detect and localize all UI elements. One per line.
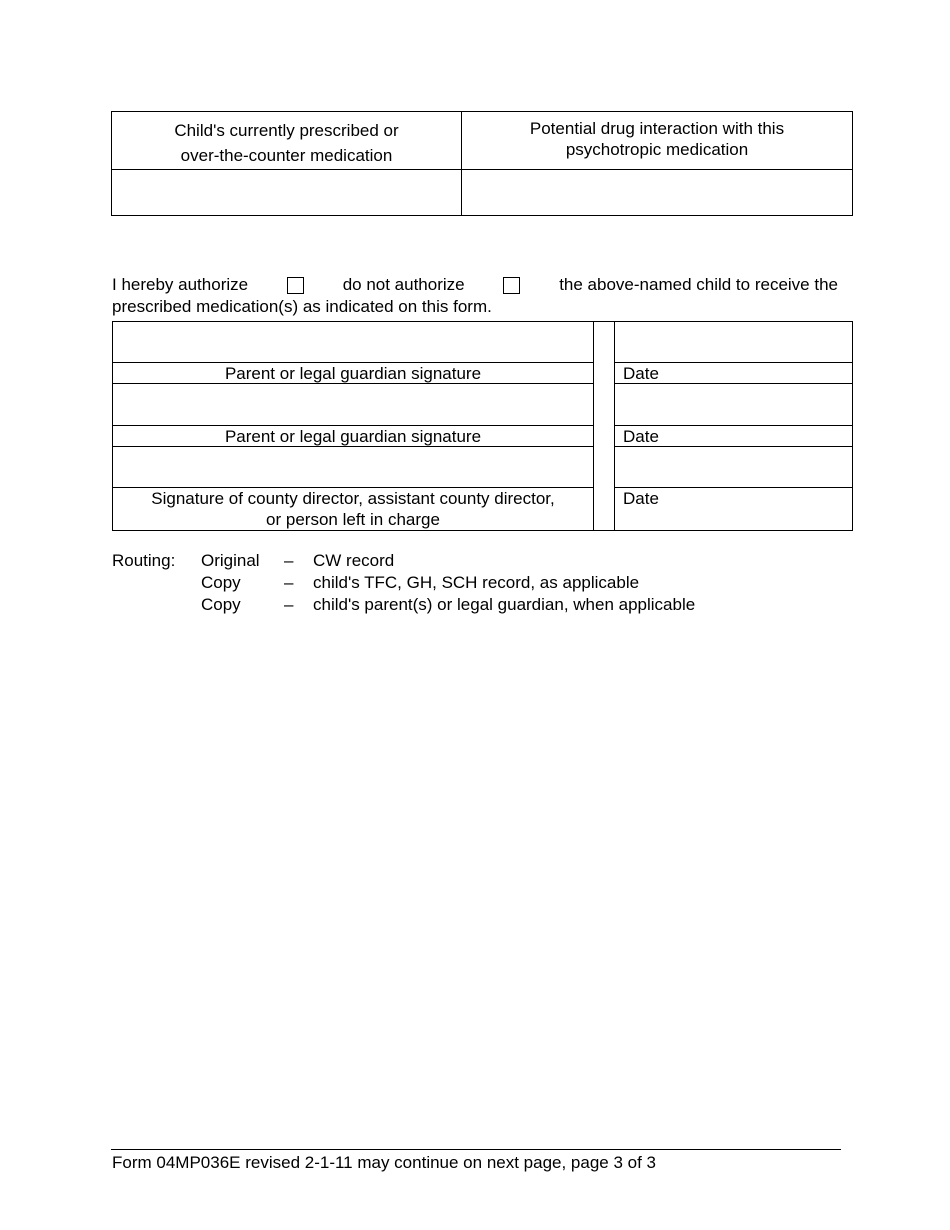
signature-table	[112, 321, 853, 531]
authorize-checkbox[interactable]	[287, 277, 304, 294]
parent-signature-label-2: Parent or legal guardian signature	[113, 425, 593, 447]
authorization-statement: I hereby authorize do not authorize the above-named child to receive the prescribed medication(s) as indicated on this form.	[112, 275, 838, 316]
footer-text: Form 04MP036E revised 2-1-11 may continue on next page, page 3 of 3	[112, 1153, 657, 1172]
date-field-3[interactable]	[615, 447, 852, 488]
medication-table	[111, 111, 853, 216]
drug-interaction-field[interactable]	[463, 170, 851, 215]
date-label-2: Date	[615, 425, 852, 447]
date-label-1: Date	[615, 362, 852, 384]
director-signature-field[interactable]	[113, 447, 593, 488]
current-medication-header: Child's currently prescribed or over-the-counter medication	[174, 121, 399, 165]
routing-heading: Routing:	[112, 551, 176, 570]
date-field-2[interactable]	[615, 384, 852, 425]
parent-signature-field-2[interactable]	[113, 384, 593, 425]
parent-signature-label-1: Parent or legal guardian signature	[113, 362, 593, 384]
director-signature-label: Signature of county director, assistant county director, or person left in charge	[113, 487, 593, 530]
current-medication-field[interactable]	[112, 170, 460, 215]
drug-interaction-header: Potential drug interaction with this psychotropic medication	[529, 119, 785, 159]
spacer-column	[593, 321, 615, 531]
do-not-authorize-checkbox[interactable]	[503, 277, 520, 294]
footer-rule	[111, 1149, 841, 1150]
date-label-3: Date	[615, 487, 852, 530]
date-field-1[interactable]	[615, 322, 852, 362]
signature-column	[112, 321, 594, 531]
date-column	[614, 321, 853, 531]
parent-signature-field-1[interactable]	[113, 322, 593, 362]
